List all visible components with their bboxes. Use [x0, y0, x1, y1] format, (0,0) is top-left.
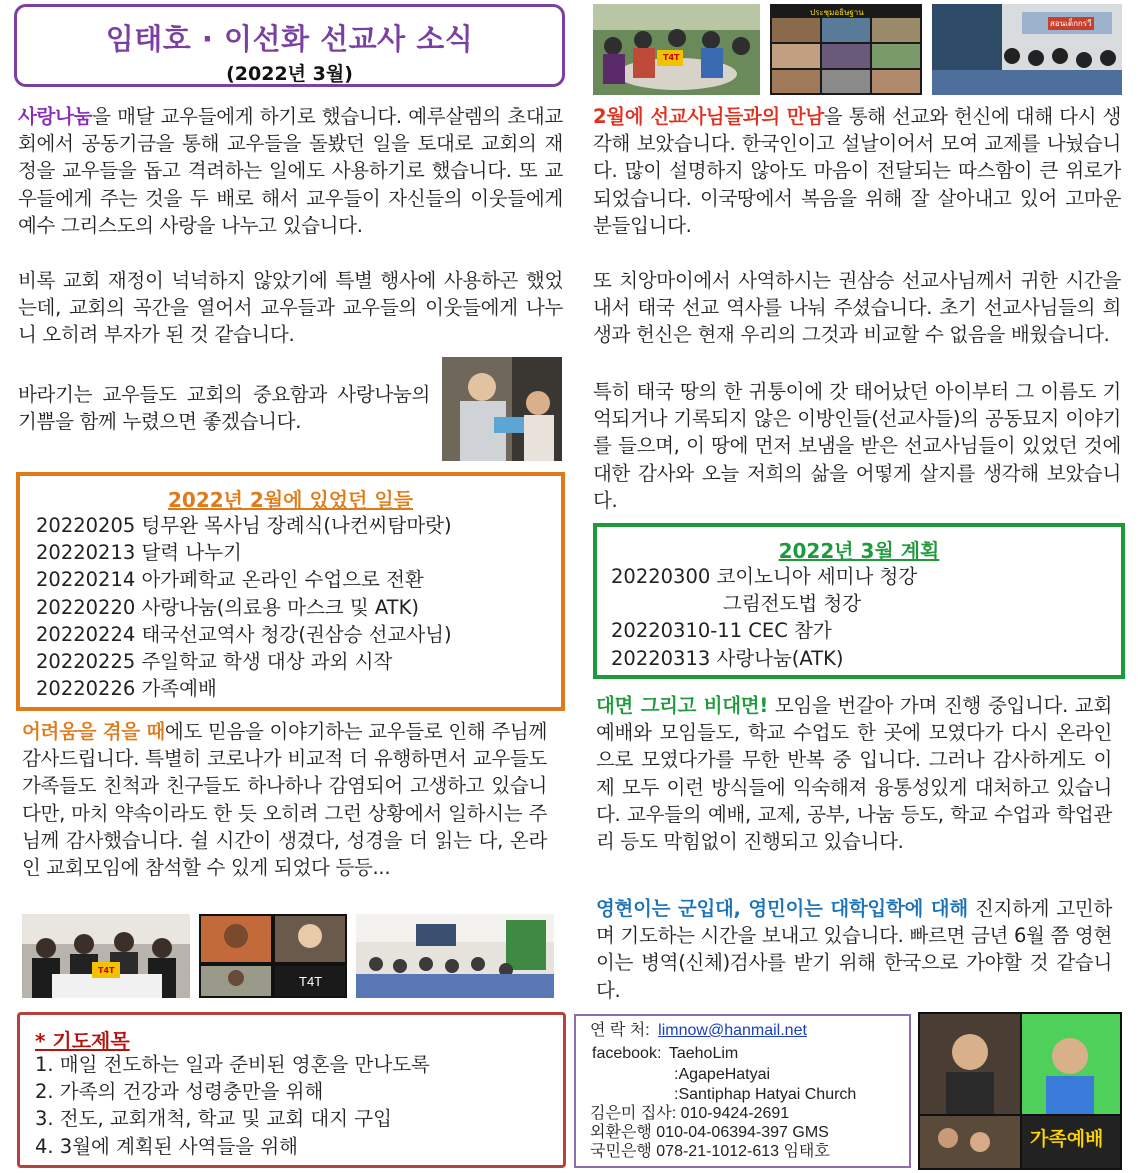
mission-history-paragraph: 또 치앙마이에서 사역하시는 권삼승 선교사님께서 귀한 시간을 내서 태국 선교 역사를 나눠 주셨습니다. 초기 선교사님들의 희생과 헌신은 현재 우리의 그것과 비교할 수 없음을 배웠습니다.: [593, 269, 1121, 347]
facebook-name: TaehoLim: [668, 1045, 739, 1062]
contact-email-row: [590, 1021, 807, 1041]
list-item: 1. 매일 전도하는 일과 준비된 영혼을 만나도록: [35, 1053, 430, 1076]
mask-distribution-photo: [442, 357, 562, 461]
bank-account-2: 국민은행 078-21-1012-613 임태호: [590, 1143, 830, 1160]
list-item: 20220226 가족예배: [36, 677, 217, 701]
hardship-text: 에도 믿음을 이야기하는 교우들로 인해 주님께 감사드립니다. 특별히 코로나가 비교적 더 유행하면서 교우들도 가족들도 친척과 친구들도 하나하나 감염되어 고생하고 있습니다만, 마치 약속이라도 한 듯 오히려 그런 상황에서 일하시는 주님께 감사했습니다. 쉴 시간이 생겼다, 성경을 더 읽는 다, 온라인 교회모임에 참석할 수 있게 되었다 등등...: [22, 720, 547, 880]
wish-paragraph: 바라기는 교우들도 교회의 중요함과 사랑나눔의 기쁨을 함께 누렸으면 좋겠습니다.: [18, 383, 430, 434]
mask-distribution-illustration: [442, 357, 562, 461]
love-sharing-text: 을 매달 교우들에게 하기로 했습니다. 예루살렘의 초대교회에서 공동기금을 통해 교우들을 돌봤던 일을 토대로 교회의 재정을 교우들을 돕고 격려하는 일에도 사용하기로 했습니다. 또 교우들에게 주는 것을 두 배로 해서 교우들이 자신들의 이웃들에게 예수 그리스도의 사랑을 나누고 있습니다.: [18, 105, 563, 237]
list-item: 20220205 텅무완 목사님 장례식(나컨씨탐마랏): [36, 514, 452, 537]
list-item: 3. 전도, 교회개척, 학교 및 교회 대지 구입: [35, 1107, 392, 1131]
email-link[interactable]: limnow@hanmail.net: [658, 1022, 807, 1039]
missionary-meeting-illustration: [593, 4, 760, 95]
prayer-box: [17, 1012, 566, 1168]
hardship-paragraph: [22, 718, 547, 881]
list-item: 20220310-11 CEC 참가: [611, 619, 832, 643]
love-sharing-highlight: 사랑나눔: [18, 105, 93, 128]
facebook-row: [592, 1044, 738, 1064]
contact-label: 연 락 처:: [590, 1022, 650, 1039]
list-item: 20220220 사랑나눔(의료용 마스크 및 ATK): [36, 595, 419, 619]
zoom-t4t-illustration: [199, 914, 347, 998]
zoom-banner-label: ประชุมอธิษฐาน: [810, 8, 864, 17]
list-item: 4. 3월에 계획된 사역들을 위해: [35, 1134, 299, 1158]
bank-account-1: 외환은행 010-04-06394-397 GMS: [590, 1124, 829, 1141]
header-box: [14, 4, 565, 87]
class-banner-label: สอนเด็กกรวี: [1050, 19, 1092, 28]
online-text: 모임을 번갈아 가며 진행 중입니다. 교회 예배와 모임들도, 학교 수업도 한 곳에 모였다가 다시 온라인으로 모였다가를 무한 반복 중 입니다. 그러나 감사하게도 이제 모두 이런 방식들에 익숙해져 융통성있게 대처하고 있습니다. 교우들의 예배, 교제, 공부, 나눔 등도, 학교 수업과 학업관리 등도 막힘없이 진행되고 있습니다.: [596, 694, 1112, 854]
march-plans-title: 2022년 3월 계획: [778, 539, 940, 563]
prayer-title: * 기도제목: [35, 1029, 130, 1053]
list-item: 20220224 태국선교역사 청강(권삼승 선교사님): [36, 622, 452, 646]
finance-paragraph: 비록 교회 재정이 넉넉하지 않았기에 특별 행사에 사용하곤 했었는데, 교회의 곡간을 열어서 교우들과 교우들의 이웃들에게 나누니 오히려 부자가 된 것 같습니다.: [18, 269, 563, 347]
missionary-meeting-photo: [593, 4, 760, 95]
zoom-prayer-photo: [770, 4, 922, 95]
list-item: 그림전도법 청강: [723, 592, 862, 616]
online-highlight: 대면 그리고 비대면!: [596, 694, 768, 717]
children-class-photo: [932, 4, 1122, 95]
february-events-list: [36, 512, 452, 702]
facebook-page-2: :Santiphap Hatyai Church: [674, 1086, 857, 1103]
family-worship-label: 가족예배: [1030, 1128, 1104, 1150]
zoom-t4t-photo: [199, 914, 347, 998]
t4t-table-photo: [22, 914, 190, 998]
list-item: 20220313 사랑나눔(ATK): [611, 646, 844, 670]
children-highlight: 영현이는 군입대, 영민이는 대학입학에 대해: [596, 897, 968, 920]
missionary-meeting-text: 을 통해 선교와 헌신에 대해 다시 생각해 보았습니다. 한국인이고 설날이어서 모여 교제를 나눴습니다. 많이 설명하지 않아도 마음이 전달되는 따스함이 큰 위로가 되었습니다. 이국땅에서 복음을 위해 잘 살아내고 있어 고마운 분들입니다.: [593, 105, 1121, 237]
missionary-meeting-paragraph: [593, 103, 1121, 239]
page-title: 임태호 · 이선화 선교사 소식: [105, 22, 474, 56]
march-plans-box: [593, 523, 1125, 679]
t4t-label: T4T: [98, 966, 115, 975]
t4t-table-illustration: [22, 914, 190, 998]
facebook-page-1: :AgapeHatyai: [674, 1066, 771, 1083]
missionary-meeting-highlight: 2월에 선교사님들과의 만남: [593, 105, 824, 128]
issue-date: (2022년 3월): [226, 63, 353, 85]
t4t-label: T4T: [663, 53, 680, 62]
children-text: 진지하게 고민하며 기도하는 시간을 보내고 있습니다. 빠르면 금년 6월 쯤 영현이는 병역(신체)검사를 받기 위해 한국으로 가야할 것 같습니다.: [596, 897, 1112, 1002]
online-paragraph: [596, 692, 1112, 855]
prayer-list: [35, 1051, 430, 1160]
february-events-box: [16, 472, 565, 711]
contact-phone: 김은미 집사: 010-9424-2691: [590, 1105, 790, 1122]
love-sharing-paragraph: [18, 103, 563, 239]
facebook-label: facebook:: [592, 1045, 662, 1062]
list-item: 20220214 아가페학교 온라인 수업으로 전환: [36, 568, 424, 592]
t4t-label: T4T: [299, 974, 323, 989]
hardship-highlight: 어려움을 겪을 때: [22, 720, 165, 743]
cemetery-paragraph: 특히 태국 땅의 한 귀퉁이에 갓 태어났던 아이부터 그 이름도 기억되거나 기록되지 않은 이방인들(선교사들)의 공동묘지 이야기를 들으며, 이 땅에 먼저 보냄을 받은 선교사님들이 있었던 것에 대한 감사와 오늘 저희의 삶을 어떻게 살지를 생각해 보았습니다.: [593, 380, 1121, 512]
february-events-title: 2022년 2월에 있었던 일들: [167, 488, 414, 512]
family-worship-photo: [918, 1012, 1122, 1170]
contact-box: [574, 1014, 911, 1168]
list-item: 2. 가족의 건강과 성령충만을 위해: [35, 1080, 324, 1104]
list-item: 20220300 코이노니아 세미나 청강: [611, 565, 918, 588]
march-plans-list: [611, 563, 917, 672]
list-item: 20220225 주일학교 학생 대상 과외 시작: [36, 650, 393, 674]
church-gathering-illustration: [356, 914, 554, 998]
list-item: 20220213 달력 나누기: [36, 541, 242, 565]
church-gathering-photo: [356, 914, 554, 998]
children-paragraph: [596, 895, 1112, 1004]
